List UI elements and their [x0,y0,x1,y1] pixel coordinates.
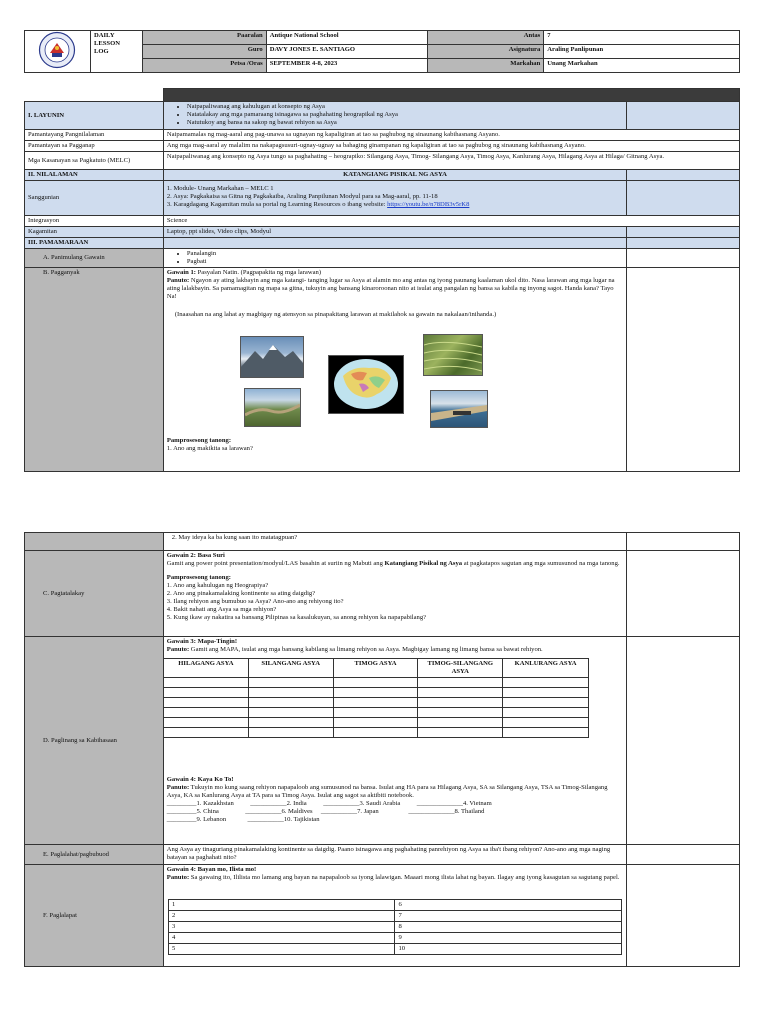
gawain4-line: _________1. Kazakhstan ___________2. India ___________3. Saudi Arabia ______________4. Vietnam [166,800,492,807]
paglalahat-label: E. Paglalahat/pagbubuod [25,845,164,865]
gawain1-note: (Inaasahan na ang lahat ay magbigay ng atensyon sa pinapakitang larawan at makilahok sa gawain na nakalaan/inihanda.) [174,311,497,318]
region-table [163,658,589,738]
markahan-value: Unang Markahan [544,59,740,73]
pangnilalaman-value: Naipamamalas ng mag-aaral ang pag-unawa sa ugnayan ng kapaligiran at tao sa paghubog ng sinaunang kabihasnang Asyano. [163,130,739,141]
nilalaman-value: KATANGIANG PISIKAL NG ASYA [163,170,626,181]
integrasyon-value: Science [163,216,739,227]
answer-cell[interactable] [418,688,503,698]
answer-cell[interactable] [164,698,249,708]
mountain-photo [240,336,304,378]
list-item[interactable]: 5 [169,944,395,955]
asignatura-label: Asignatura [428,45,544,59]
paglinang-label: D. Paglinang sa Kabihasaan [25,637,164,845]
answer-cell[interactable] [164,728,249,738]
seal-cell [25,31,91,73]
asia-map-photo [328,355,404,414]
deped-seal-icon [37,31,77,69]
gawain3-title: Gawain 3: Mapa-Tingin! [166,638,238,645]
terraces-photo [423,334,483,376]
list-item[interactable]: 8 [395,922,622,933]
markahan-label: Markahan [428,59,544,73]
answer-cell[interactable] [333,688,418,698]
layunin-list [163,102,626,130]
youtube-link[interactable]: https://youtu.be/n78DB3v5rK8 [387,201,470,208]
paglalahat-value: Ang Asya ay tinaguriang pinakamalaking kontinente sa daigdig. Paano isinagawa ang paghahating panrehiyon ng Asya sa iba't ibang rehiyon? Ano-ano ang mga naging batayan sa paghahati nito? [163,845,627,865]
answer-cell[interactable] [503,728,589,738]
kagamitan-value: Laptop, ppt slides, Video clips, Modyul [163,227,626,238]
answer-cell[interactable] [418,708,503,718]
layunin-item: • Naipapaliwanag ang kahulugan at konsepto ng Asya [187,103,623,111]
panimulang-label: A. Panimulang Gawain [25,249,164,268]
layunin-item: • Natutukoy ang bansa na sakop ng bawat rehiyon sa Asya [187,119,623,127]
answer-cell[interactable] [333,708,418,718]
petsa-label: Petsa /Oras [142,59,266,73]
region-header: TIMOG-SILANGANG ASYA [418,659,503,678]
nilalaman-label: II. NILALAMAN [25,170,164,181]
answer-cell[interactable] [418,698,503,708]
region-header: HILAGANG ASYA [164,659,249,678]
guro-label: Guro [142,45,266,59]
answer-cell[interactable] [248,688,333,698]
town-list-table [168,899,622,955]
answer-cell[interactable] [248,718,333,728]
answer-cell[interactable] [333,728,418,738]
question-item: 5. Kung ikaw ay nakatira sa bansang Pilipinas sa kasalukuyan, sa anong rehiyon ka napapabilang? [166,614,427,621]
canal-ship-photo [430,390,488,428]
paaralan-label: Paaralan [142,31,266,45]
kagamitan-label: Kagamitan [25,227,164,238]
pagtatalakay-label: C. Pagtatalakay [25,551,164,637]
answer-cell[interactable] [418,728,503,738]
asignatura-value: Araling Panlipunan [544,45,740,59]
sanggunian-list: 1. Module- Unang Markahan – MELC 1 2. Asya: Pagkakaisa sa Gitna ng Pagkakaiba, Araling Panpilunan Modyul para sa Mag-aaral, pp. 11-18 3. Karagdagang Kagamitan mula sa portal ng Learning Resources o ibang website: https://youtu.be/n78DB3v5rK8 [163,181,626,216]
paglalapat-content: Gawain 4: Bayan mo, Ilista mo! Panuto: Sa gawaing ito, Ililista mo lamang ang bayan na napapaloob sa iyong lalawigan. Maaari mong ilista lahat ng bayan. Ilagay ang iyong kasagutan sa sagutang papel. [163,865,627,967]
gawain2-title: Gawain 2: Basa Suri [166,552,225,559]
petsa-value: SEPTEMBER 4-8, 2023 [266,59,428,73]
pagganyak-content: Gawain 1: Pasyalan Natin. (Pagpapakita ng mga larawan) Panuto: Ngayon ay ating lakbayin ang mga katangi- tanging lugar sa Asya at alamin mo ang antas ng iyong paunang kaalaman ukol dito. Nasa larawan ang mga lugar na ating lalakbayin. Sa pamamagitan ng mapa sa gitna, tukuyin ang bansang kinaroroonan nito at isulat ang pangalan ng bansa sa kabila ng inyong sagot. Handa kana? Tayo Na! (Inaasahan na ang lahat ay magbigay ng atensyon sa pinapakitang larawan at makilahok sa gawain na nakalaan/inihanda.) Pamprosesong tanong: 1. Ano ang makikita sa larawan? [163,268,626,472]
great-wall-photo [244,388,301,427]
list-item[interactable]: 3 [169,922,395,933]
question-item: 2. Ano ang pinakamalaking kontinente sa ating daigdig? [166,590,316,597]
answer-cell[interactable] [248,698,333,708]
paglinang-content: Gawain 3: Mapa-Tingin! Panuto: Gamit ang MAPA, isulat ang mga bansang kabilang sa limang rehiyon sa Asya. Magbigay lamang ng limang bansa sa bawat rehiyon. Gawain 4: Kaya Ko To! Panuto: Tukuyin mo kung saang rehiyon napapaloob ang sumusunod na bansa. Isulat ang HA para sa Hilagang Asya, SA sa Silangang Asya, TSA sa Timog-Silangang Asya, KA sa Kanlurang Asya at TA para sa Timog Asya. Isulat ang sagot sa aktibiti notebook. _________1. Kazakhstan ___________2. India ___________3. Saudi Arabia ______________4. Vietnam _________5. China ___________6. Maldives ___________7. Japan ______________8. Thailand _________9. Lebanon ___________10. Tajikistan [163,637,627,845]
answer-cell[interactable] [503,708,589,718]
pamprosesong-label: Pamprosesong tanong: [166,437,232,444]
sanggunian-label: Sanggunian [25,181,164,216]
answer-cell[interactable] [248,708,333,718]
pagganap-value: Ang mga mag-aaral ay malalim na nakapagsusuri-ugnay-ugnay sa bahaging ginampanan ng kapaligiran at tao sa paghubog ng sinaunang kabihasnang Asyano. [163,141,739,152]
pamprosesong-q1: 1. Ano ang makikita sa larawan? [166,445,253,452]
dll-title: DAILY LESSON LOG [90,31,142,73]
answer-cell[interactable] [418,678,503,688]
dark-band [163,89,739,102]
list-item[interactable]: 4 [169,933,395,944]
answer-cell[interactable] [164,718,249,728]
gawain4b-title: Gawain 4: Bayan mo, Ilista mo! [166,866,257,873]
list-item[interactable]: 1 [169,900,395,911]
gawain4-line: _________5. China ___________6. Maldives ___________7. Japan ______________8. Thailand [166,808,485,815]
region-header: KANLURANG ASYA [503,659,589,678]
pamprosesong-q2: 2. May ideya ka ba kung saan ito matatagpuan? [163,533,627,551]
panimulang-list: • Panalangin • Pagbati [163,249,626,268]
antas-value: 7 [544,31,740,45]
question-item: 3. Ilang rehiyon ang bumubuo sa Asya? Ano-ano ang rehiyong ito? [166,598,344,605]
question-item: 1. Ano ang kahulugan ng Heograpiya? [166,582,269,589]
answer-cell[interactable] [503,698,589,708]
header-table [24,30,740,73]
answer-cell[interactable] [333,718,418,728]
list-item[interactable]: 9 [395,933,622,944]
pamamaraan-label: III. PAMAMARAAN [25,238,164,249]
pangnilalaman-label: Pamantayang Pangnilalaman [25,130,164,141]
integrasyon-label: Integrasyon [25,216,164,227]
answer-cell[interactable] [333,698,418,708]
paaralan-value: Antique National School [266,31,428,45]
answer-cell[interactable] [333,678,418,688]
region-header: TIMOG ASYA [333,659,418,678]
list-item[interactable]: 10 [395,944,622,955]
region-header: SILANGANG ASYA [248,659,333,678]
answer-cell[interactable] [503,678,589,688]
layunin-item: • Natatalakay ang mga pamaraang isinagawa sa paghahating heograpikal ng Asya [187,111,623,119]
paglalapat-label: F. Paglalapat [25,865,164,967]
list-item[interactable]: 7 [395,911,622,922]
melc-label: Mga Kasanayan sa Pagkatuto (MELC) [25,152,164,170]
answer-cell[interactable] [503,688,589,698]
guro-value: DAVY JONES E. SANTIAGO [266,45,428,59]
answer-cell[interactable] [503,718,589,728]
answer-cell[interactable] [418,718,503,728]
answer-cell[interactable] [164,708,249,718]
pagganap-label: Pamantayan sa Pagganap [25,141,164,152]
list-item[interactable]: 2 [169,911,395,922]
answer-cell[interactable] [164,688,249,698]
answer-cell[interactable] [248,678,333,688]
pagganyak-label: B. Pagganyak [25,268,164,472]
gawain4-title: Gawain 4: Kaya Ko To! [166,776,234,783]
gawain4-line: _________9. Lebanon ___________10. Tajikistan [166,816,320,823]
layunin-label: I. LAYUNIN [25,102,164,130]
melc-value: Naipapaliwanag ang konsepto ng Asya tungo sa paghahating – heograpiko: Silangang Asya, Timog- Silangang Asya, Timog Asya, Kanlurang Asya, Hilagang Asya at Hilaga/ Gitnang Asya. [163,152,739,170]
antas-label: Antas [428,31,544,45]
list-item[interactable]: 6 [395,900,622,911]
pagtatalakay-content: Gawain 2: Basa Suri Gamit ang power point presentation/modyul/LAS basahin at suriin ng Mabuti ang Katangiang Pisikal ng Asya at pagkatapos sagutan ang mga sumusunod na mga tanong. Pamprosesong tanong: 1. Ano ang kahulugan ng Heograpiya? 2. Ano ang pinakamalaking kontinente sa ating daigdig? 3. Ilang rehiyon ang bumubuo sa Asya? Ano-ano ang rehiyong ito? 4. Bakit nahati ang Asya sa mga rehiyon? 5. Kung ikaw ay nakatira sa bansang Pilipinas sa kasalukuyan, sa anong rehiyon ka napapabilang? [163,551,627,637]
answer-cell[interactable] [164,678,249,688]
answer-cell[interactable] [248,728,333,738]
question-item: 4. Bakit nahati ang Asya sa mga rehiyon? [166,606,277,613]
